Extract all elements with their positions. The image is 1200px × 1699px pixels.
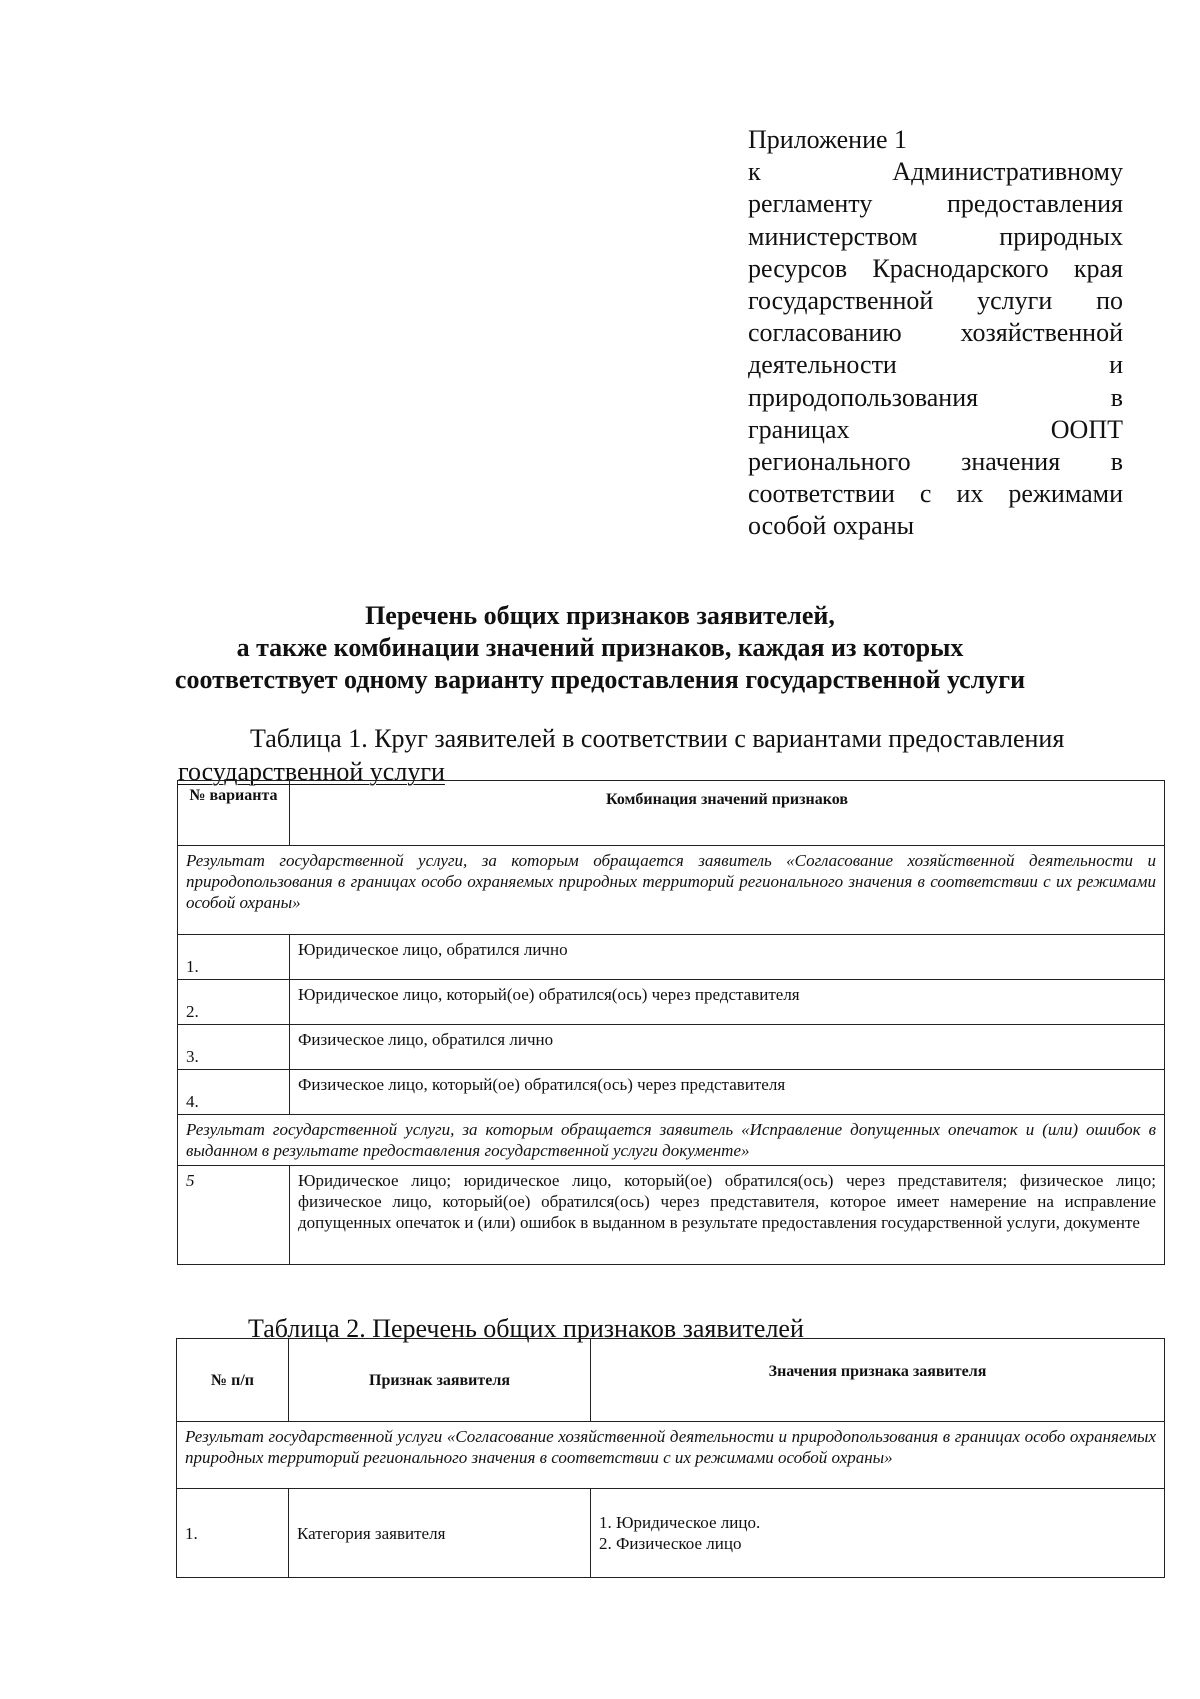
table-row xyxy=(177,1489,1165,1578)
annex-line: согласованию хозяйственной xyxy=(748,318,1123,348)
table2-caption: Таблица 2. Перечень общих признаков заявителей xyxy=(248,1314,804,1343)
applicant-sign-values xyxy=(591,1489,1165,1578)
heading-line: соответствует одному варианту предоставления государственной услуги xyxy=(174,665,1026,694)
variant-number: 1. xyxy=(178,935,290,980)
table-row xyxy=(178,1070,1165,1115)
table-row xyxy=(178,1025,1165,1070)
column-header-combination: Комбинация значений признаков xyxy=(290,781,1165,846)
variant-combination: Юридическое лицо; юридическое лицо, который(ое) обратился(ось) через представителя; физическое лицо; физическое лицо, который(ое) обратился(ось) через представителя, которое имеет намерение на исправление допущенных опечаток и (или) ошибок в выданном в результате предоставления государственной услуги, документе xyxy=(290,1166,1165,1265)
table-section-row xyxy=(178,1115,1165,1166)
annex-line: природопользования в xyxy=(748,382,1123,412)
column-header-values: Значения признака заявителя xyxy=(591,1339,1165,1422)
annex-line: к Административному xyxy=(748,157,1123,187)
heading-line: а также комбинации значений признаков, каждая из которых xyxy=(236,633,964,662)
variant-number: 4. xyxy=(178,1070,290,1115)
row-number: 1. xyxy=(177,1489,289,1578)
table-header-row xyxy=(178,781,1165,846)
annex-line: деятельности и xyxy=(748,350,1123,380)
table-row xyxy=(178,1166,1165,1265)
table1-caption-line1: Таблица 1. Круг заявителей в соответствии с вариантами предоставления xyxy=(250,724,1065,753)
annex-line: регионального значения в xyxy=(748,447,1123,477)
heading-line: Перечень общих признаков заявителей, xyxy=(365,601,835,630)
result-description: Результат государственной услуги, за которым обращается заявитель «Согласование хозяйственной деятельности и природопользования в границах особо охраняемых природных территорий регионального значения в соответствии с их режимами особой охраны» xyxy=(178,846,1165,935)
table-applicant-variants xyxy=(177,780,1165,1265)
variant-combination: Юридическое лицо, обратился лично xyxy=(290,935,1165,980)
annex-line: государственной услуги по xyxy=(748,286,1123,316)
annex-line: ресурсов Краснодарского края xyxy=(748,253,1123,283)
column-header-variant: № варианта xyxy=(178,781,290,846)
variant-number: 3. xyxy=(178,1025,290,1070)
table-applicant-signs xyxy=(176,1338,1165,1578)
table-row xyxy=(178,980,1165,1025)
variant-combination: Физическое лицо, обратился лично xyxy=(290,1025,1165,1070)
document-heading xyxy=(150,600,1050,696)
annex-line: соответствии с их режимами xyxy=(748,479,1123,509)
table-section-row xyxy=(178,846,1165,935)
result-description: Результат государственной услуги, за которым обращается заявитель «Исправление допущенных опечаток и (или) ошибок в выданном в результате предоставления государственной услуги документе» xyxy=(178,1115,1165,1166)
annex-line: регламенту предоставления xyxy=(748,189,1123,219)
annex-line: границах ООПТ xyxy=(748,414,1123,444)
sign-value: 2. Физическое лицо xyxy=(599,1534,742,1553)
annex-line: Приложение 1 xyxy=(748,125,908,154)
applicant-sign: Категория заявителя xyxy=(289,1489,591,1578)
result-description: Результат государственной услуги «Согласование хозяйственной деятельности и природопользования в границах особо охраняемых природных территорий регионального значения в соответствии с их режимами особой охраны» xyxy=(177,1422,1165,1489)
column-header-number: № п/п xyxy=(177,1339,289,1422)
sign-value: 1. Юридическое лицо. xyxy=(599,1513,761,1532)
annex-line: особой охраны xyxy=(748,511,915,541)
annex-line: министерством природных xyxy=(748,221,1123,251)
variant-number: 5 xyxy=(178,1166,290,1265)
annex-block xyxy=(748,124,1123,543)
table-section-row xyxy=(177,1422,1165,1489)
column-header-sign: Признак заявителя xyxy=(289,1339,591,1422)
table1-caption-line2: государственной услуги xyxy=(178,757,445,786)
variant-combination: Юридическое лицо, который(ое) обратился(ось) через представителя xyxy=(290,980,1165,1025)
table-row xyxy=(178,935,1165,980)
variant-number: 2. xyxy=(178,980,290,1025)
variant-combination: Физическое лицо, который(ое) обратился(ось) через представителя xyxy=(290,1070,1165,1115)
table-header-row xyxy=(177,1339,1165,1422)
